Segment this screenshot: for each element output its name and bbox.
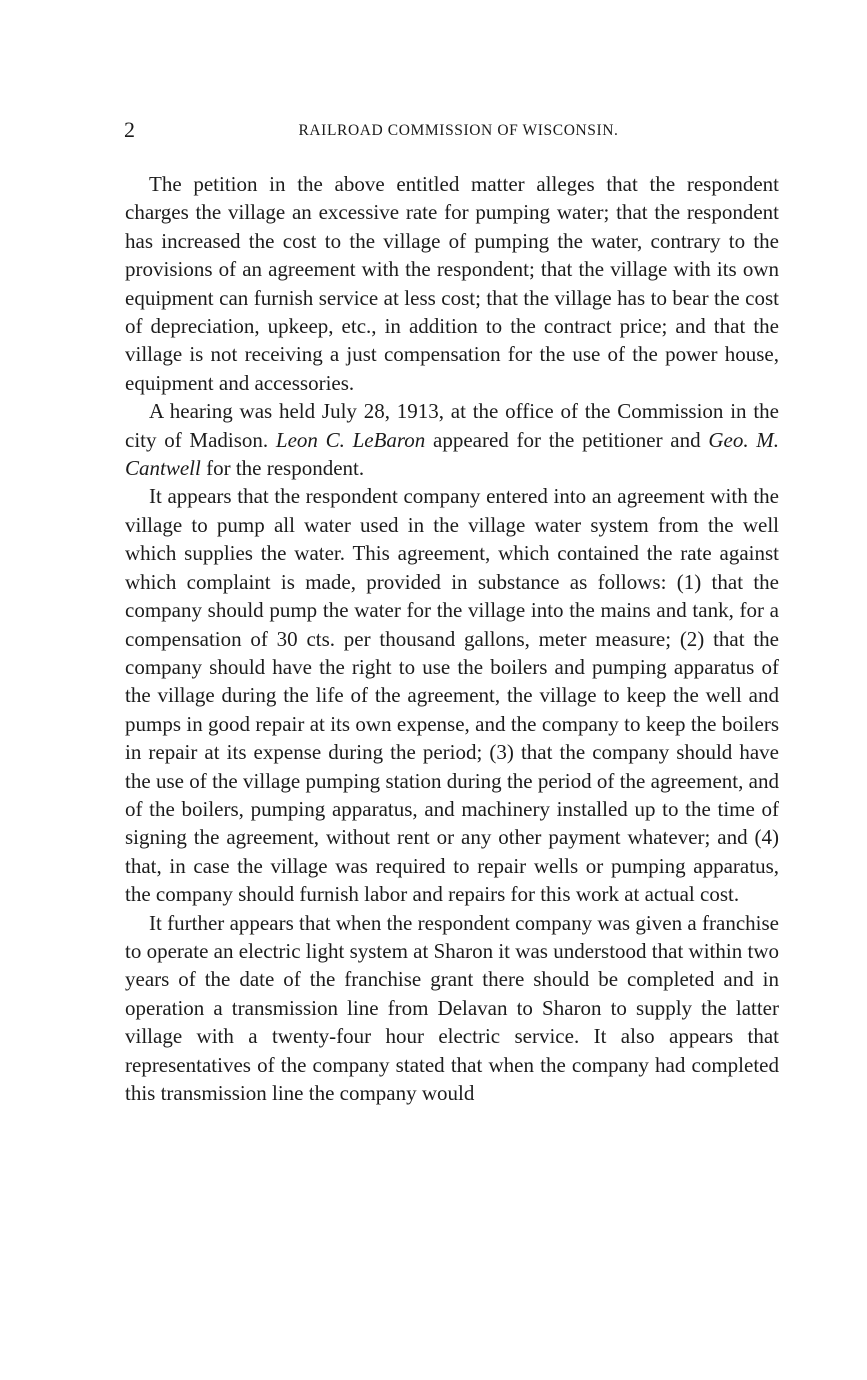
- running-title: RAILROAD COMMISSION OF WISCONSIN.: [298, 122, 619, 139]
- paragraph-hearing: [125, 397, 779, 482]
- page-number: 2: [124, 117, 135, 142]
- petitioner-counsel: Leon C. LeBaron: [275, 427, 426, 452]
- paragraph-franchise: It further appears that when the respondent company was given a franchise to operate an electric light system at Sharon it was understood that within two years of the date of the franchise grant there should be completed and in operation a transmission line from Delavan to Sharon to supply the latter village with a twenty-four hour electric service. It also appears that representatives of the company stated that when the company had completed this transmission line the company would: [125, 910, 779, 1105]
- hearing-text-3: for the respondent.: [200, 456, 365, 481]
- hearing-text-1: A hearing was held July 28, 1913, at the office of the Commission in the city of Madison.: [125, 399, 779, 452]
- paragraph-petition: The petition in the above entitled matter alleges that the respondent charges the village an excessive rate for pumping water; that the respondent has increased the cost to the village of pumping the water, contrary to the provisions of an agreement with the respondent; that the village with its own equipment can furnish service at less cost; that the village has to bear the cost of depreciation, upkeep, etc., in addition to the contract price; and that the village is not receiving a just compensation for the use of the power house, equipment and accessories.: [125, 172, 779, 395]
- body-text: [125, 170, 779, 1107]
- respondent-counsel: Geo. M. Cantwell: [125, 427, 780, 481]
- paragraph-agreement: It appears that the respondent company entered into an agreement with the village to pump all water used in the village water system from the well which supplies the water. This agreement, which contained the rate against which complaint is made, provided in substance as follows: (1) that the company should pump the water for the village into the mains and tank, for a compensation of 30 cts. per thousand gallons, meter measure; (2) that the company should have the right to use the boilers and pumping apparatus of the village during the life of the agreement, the village to keep the well and pumps in good repair at its own expense, and the company to keep the boilers in repair at its expense during the period; (3) that the company should have the use of the village pumping station during the period of the agreement, and of the boilers, pumping apparatus, and machinery installed up to the time of signing the agreement, without rent or any other payment whatever; and (4) that, in case the village was required to repair wells or pumping apparatus, the company should furnish labor and repairs for this work at actual cost.: [125, 484, 779, 907]
- hearing-text-2: appeared for the petitioner and: [425, 427, 709, 452]
